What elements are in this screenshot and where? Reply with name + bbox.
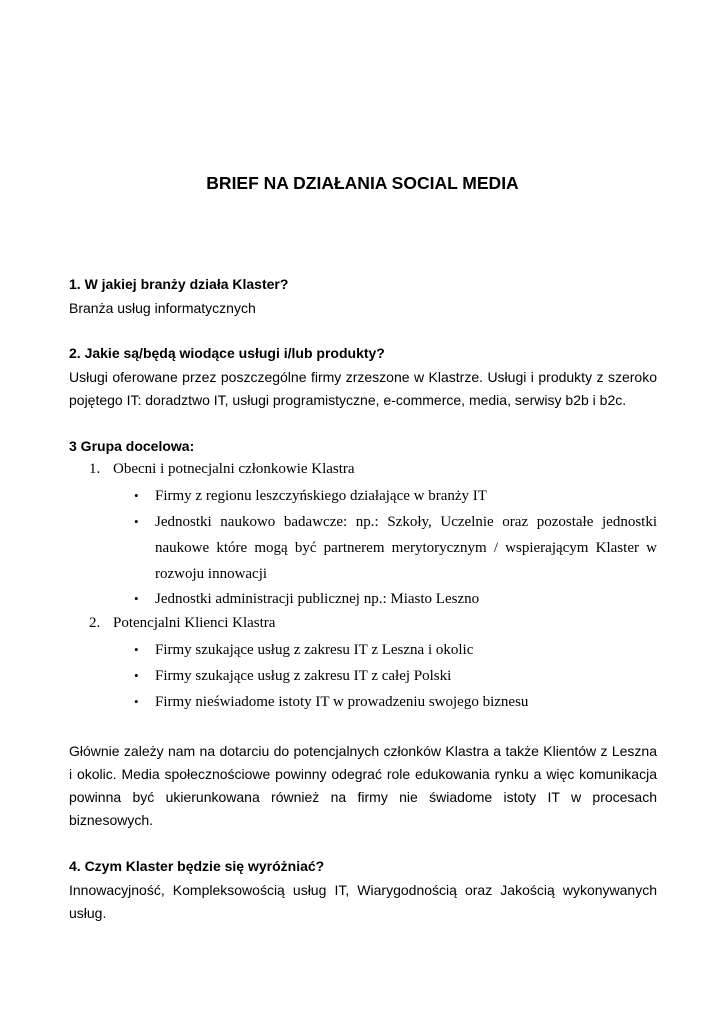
- section-1-heading: 1. W jakiej branży działa Klaster?: [69, 276, 289, 292]
- section-4-heading: 4. Czym Klaster będzie się wyróżniać?: [69, 858, 325, 874]
- section-3-heading: 3 Grupa docelowa:: [69, 438, 195, 454]
- bullet-icon: •: [134, 591, 139, 606]
- bullet-text: Firmy nieświadome istoty IT w prowadzeniu swojego biznesu: [155, 694, 529, 710]
- bullet-icon: •: [134, 488, 139, 503]
- target-group-2-label: Potencjalni Klienci Klastra: [113, 615, 276, 631]
- target-group-2-bullet-3: [134, 689, 657, 715]
- target-group-1-bullet-3: [134, 586, 657, 612]
- section-3-summary: Głównie zależy nam na dotarciu do potencjalnych członków Klastra a także Klientów z Leszna i okolic. Media społecznościowe powinny odegrać role edukowania rynku a więc komunikacja powinna być ukierunkowana również na firmy nie świadome istoty IT w procesach biznesowych.: [69, 743, 657, 828]
- target-group-1-number: 1.: [89, 461, 101, 477]
- bullet-text: Jednostki naukowo badawcze: np.: Szkoły, Uczelnie oraz pozostałe jednostki naukowe które mogą być partnerem merytorycznym / wspierającym Klaster w rozwoju innowacji: [155, 514, 657, 582]
- bullet-icon: •: [134, 642, 139, 657]
- bullet-text: Firmy szukające usług z zakresu IT z Leszna i okolic: [155, 642, 474, 658]
- bullet-icon: •: [134, 668, 139, 683]
- document-title: BRIEF NA DZIAŁANIA SOCIAL MEDIA: [206, 173, 519, 193]
- bullet-text: Firmy szukające usług z zakresu IT z całej Polski: [155, 668, 452, 684]
- section-4-answer: Innowacyjność, Kompleksowością usług IT, Wiarygodnością oraz Jakością wykonywanych usług.: [69, 882, 657, 921]
- target-group-1-label: Obecni i potnecjalni członkowie Klastra: [113, 461, 355, 477]
- target-group-2-bullet-2: [134, 663, 657, 689]
- target-group-1: [89, 458, 355, 481]
- bullet-text: Jednostki administracji publicznej np.: Miasto Leszno: [155, 591, 480, 607]
- target-group-2-bullet-1: [134, 637, 657, 663]
- target-group-1-bullet-2: [134, 509, 657, 587]
- target-group-2-number: 2.: [89, 615, 101, 631]
- bullet-icon: •: [134, 694, 139, 709]
- section-2-answer: Usługi oferowane przez poszczególne firmy zrzeszone w Klastrze. Usługi i produkty z szeroko pojętego IT: doradztwo IT, usługi programistyczne, e-commerce, media, serwisy b2b i b2c.: [69, 369, 657, 408]
- target-group-1-bullet-1: [134, 483, 657, 509]
- bullet-icon: •: [134, 514, 139, 529]
- section-2-heading: 2. Jakie są/będą wiodące usługi i/lub produkty?: [69, 345, 385, 361]
- bullet-text: Firmy z regionu leszczyńskiego działające w branży IT: [155, 488, 487, 504]
- target-group-2: [89, 612, 275, 635]
- section-1-answer: Branża usług informatycznych: [69, 300, 256, 316]
